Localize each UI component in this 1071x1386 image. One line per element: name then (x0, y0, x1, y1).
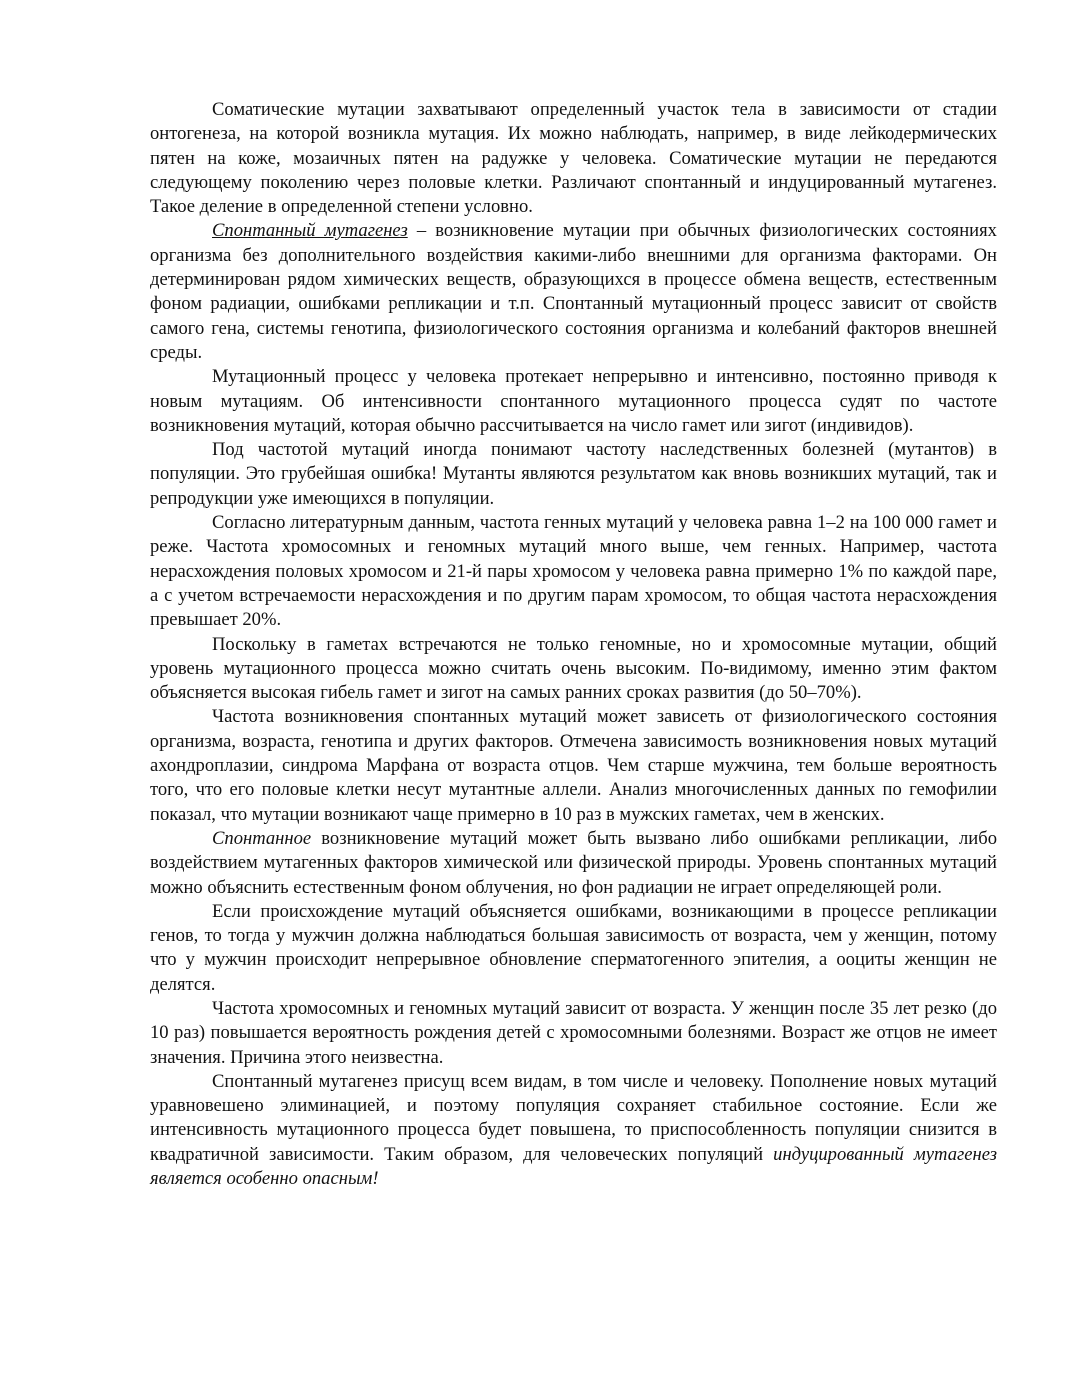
paragraph-text: Спонтанный мутагенез присущ всем видам, в том числе и человеку. Пополнение новых мутаций уравновешено элиминацией, и поэтому популяция сохраняет стабильное состояние. Если же интенсивность мутационного процесса будет повышена, то приспособленность популяции снизится в квадратичной зависимости. Таким образом, для человеческих популяций (150, 1070, 997, 1165)
paragraph-text: Согласно литературным данным, частота генных мутаций у человека равна 1–2 на 100 000 гамет и реже. Частота хромосомных и геномных мутаций много выше, чем генных. Например, частота нерасхождения половых хромосом и 21-й пары хромосом у человека равна примерно 1% по каждой паре, а с учетом встречаемости нерасхождения и по другим парам хромосом, то общая частота нерасхождения превышает 20%. (150, 512, 997, 631)
paragraph-gametes (150, 633, 997, 706)
paragraph-literature-data (150, 511, 997, 632)
paragraph-text: Мутационный процесс у человека протекает непрерывно и интенсивно, постоянно приводя к новым мутациям. Об интенсивности спонтанного мутационного процесса судят по частоте возникновения мутаций, которая обычно рассчитывается на число гамет или зигот (индивидов). (150, 366, 997, 436)
paragraph-replication-errors (150, 900, 997, 997)
paragraph-text: возникновение мутаций может быть вызвано либо ошибками репликации, либо воздействием мутагенных факторов химической или физической природы. Уровень спонтанных мутаций можно объяснить естественным фоном облучения, но фон радиации не играет определяющей роли. (150, 827, 997, 898)
paragraph-conclusion (150, 1070, 997, 1191)
paragraph-text: Под частотой мутаций иногда понимают частоту наследственных болезней (мутантов) в популяции. Это грубейшая ошибка! Мутанты являются результатом как вновь возникших мутаций, так и репродукции уже имеющихся в популяции. (150, 439, 997, 509)
paragraph-text: Частота возникновения спонтанных мутаций может зависеть от физиологического состояния организма, возраста, генотипа и других факторов. Отмечена зависимость возникновения новых мутаций ахондроплазии, синдрома Марфана от возраста отцов. Чем старше мужчина, тем больше вероятность того, что его половые клетки несут мутантные аллели. Анализ многочисленных данных по гемофилии показал, что мутации возникают чаще примерно в 10 раз в мужских гаметах, чем в женских. (150, 706, 997, 825)
paragraph-text: Частота хромосомных и геномных мутаций зависит от возраста. У женщин после 35 лет резко (до 10 раз) повышается вероятность рождения детей с хромосомными болезнями. Возраст же отцов не имеет значения. Причина этого неизвестна. (150, 997, 997, 1068)
paragraph-mutation-frequency (150, 438, 997, 511)
term-spontaneous-mutagenesis: Спонтанный мутагенез (212, 220, 408, 242)
paragraph-spontaneous-causes (150, 827, 997, 900)
paragraph-mutation-process (150, 365, 997, 438)
paragraph-text: – возникновение мутации при обычных физиологических состояниях организма без дополнительного воздействия какими-либо внешними для организма факторами. Он детерминирован рядом химических веществ, образующихся в процессе обмена веществ, естественным фоном радиации, ошибками репликации и т.п. Спонтанный мутационный процесс зависит от свойств самого гена, системы генотипа, физиологического состояния организма и колебаний факторов внешней среды. (150, 220, 997, 363)
paragraph-spontaneous-definition (150, 219, 997, 365)
emphasis-induced-mutagenesis: индуцированный мутагенез является особенно опасным! (150, 1143, 997, 1190)
term-spontaneous: Спонтанное (212, 827, 312, 849)
paragraph-text: Поскольку в гаметах встречаются не только геномные, но и хромосомные мутации, общий уровень мутационного процесса можно считать очень высоким. По-видимому, именно этим фактом объясняется высокая гибель гамет и зигот на самых ранних сроках развития (до 50–70%). (150, 633, 997, 704)
paragraph-somatic-mutations (150, 98, 997, 219)
paragraph-text: Соматические мутации захватывают определенный участок тела в зависимости от стадии онтогенеза, на которой возникла мутация. Их можно наблюдать, например, в виде лейкодермических пятен на коже, мозаичных пятен на радужке у человека. Соматические мутации не передаются следующему поколению через половые клетки. Различают спонтанный и индуцированный мутагенез. Такое деление в определенной степени условно. (150, 99, 997, 218)
paragraph-age-dependence (150, 997, 997, 1070)
paragraph-frequency-factors (150, 705, 997, 826)
paragraph-text: Если происхождение мутаций объясняется ошибками, возникающими в процессе репликации генов, то тогда у мужчин должна наблюдаться большая зависимость от возраста, чем у женщин, потому что у мужчин происходит непрерывное обновление сперматогенного эпителия, а ооциты женщин не делятся. (150, 900, 997, 995)
document-page (150, 98, 997, 1191)
